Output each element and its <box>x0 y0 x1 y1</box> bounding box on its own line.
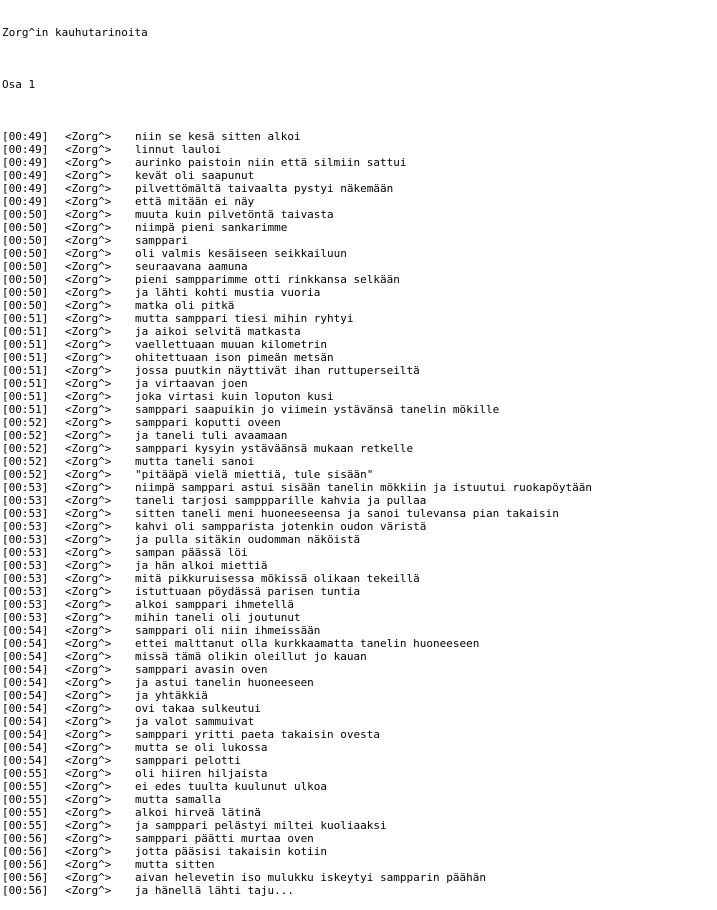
log-line <box>2 858 717 871</box>
log-timestamp: [00:55] <box>2 767 49 780</box>
log-timestamp: [00:54] <box>2 702 49 715</box>
log-line <box>2 273 717 286</box>
log-message: sampan päässä löi <box>135 546 248 559</box>
log-line <box>2 533 717 546</box>
log-nick: <Zorg^> <box>65 364 112 377</box>
log-nick: <Zorg^> <box>65 234 112 247</box>
log-timestamp: [00:49] <box>2 143 49 156</box>
log-nick: <Zorg^> <box>65 858 112 871</box>
log-message: niin se kesä sitten alkoi <box>135 130 301 143</box>
log-line <box>2 507 717 520</box>
log-line <box>2 338 717 351</box>
log-nick: <Zorg^> <box>65 741 112 754</box>
log-nick: <Zorg^> <box>65 598 112 611</box>
log-timestamp: [00:54] <box>2 624 49 637</box>
log-timestamp: [00:52] <box>2 429 49 442</box>
log-nick: <Zorg^> <box>65 351 112 364</box>
log-message: missä tämä olikin oleillut jo kauan <box>135 650 367 663</box>
log-line <box>2 585 717 598</box>
log-timestamp: [00:54] <box>2 728 49 741</box>
log-timestamp: [00:53] <box>2 611 49 624</box>
log-nick: <Zorg^> <box>65 871 112 884</box>
log-line <box>2 546 717 559</box>
log-line <box>2 598 717 611</box>
log-timestamp: [00:54] <box>2 754 49 767</box>
log-nick: <Zorg^> <box>65 546 112 559</box>
log-line <box>2 260 717 273</box>
log-line <box>2 455 717 468</box>
log-message: niimpä pieni sankarimme <box>135 221 288 234</box>
log-line <box>2 702 717 715</box>
log-line <box>2 325 717 338</box>
log-timestamp: [00:52] <box>2 416 49 429</box>
log-nick: <Zorg^> <box>65 182 112 195</box>
log-timestamp: [00:49] <box>2 169 49 182</box>
log-message: ja pulla sitäkin oudomman näköistä <box>135 533 361 546</box>
log-timestamp: [00:50] <box>2 299 49 312</box>
log-line <box>2 650 717 663</box>
log-timestamp: [00:54] <box>2 689 49 702</box>
log-timestamp: [00:53] <box>2 559 49 572</box>
log-nick: <Zorg^> <box>65 416 112 429</box>
log-message: mutta se oli lukossa <box>135 741 268 754</box>
log-timestamp: [00:53] <box>2 520 49 533</box>
log-line <box>2 247 717 260</box>
log-message: mutta samalla <box>135 793 222 806</box>
log-line <box>2 403 717 416</box>
log-line <box>2 845 717 858</box>
log-timestamp: [00:51] <box>2 338 49 351</box>
log-line <box>2 299 717 312</box>
log-nick: <Zorg^> <box>65 533 112 546</box>
log-nick: <Zorg^> <box>65 247 112 260</box>
log-nick: <Zorg^> <box>65 663 112 676</box>
log-message: mihin taneli oli joutunut <box>135 611 301 624</box>
log-message: seuraavana aamuna <box>135 260 248 273</box>
log-timestamp: [00:53] <box>2 572 49 585</box>
log-timestamp: [00:51] <box>2 364 49 377</box>
log-timestamp: [00:54] <box>2 676 49 689</box>
log-nick: <Zorg^> <box>65 559 112 572</box>
log-line <box>2 143 717 156</box>
log-line <box>2 559 717 572</box>
log-timestamp: [00:54] <box>2 663 49 676</box>
log-nick: <Zorg^> <box>65 780 112 793</box>
log-message: mitä pikkuruisessa mökissä olikaan tekeillä <box>135 572 420 585</box>
log-line <box>2 572 717 585</box>
log-message: samppari saapuikin jo viimein ystävänsä tanelin mökille <box>135 403 500 416</box>
log-nick: <Zorg^> <box>65 312 112 325</box>
log-line <box>2 520 717 533</box>
log-message: muuta kuin pilvetöntä taivasta <box>135 208 334 221</box>
log-line <box>2 832 717 845</box>
log-message: ohitettuaan ison pimeän metsän <box>135 351 334 364</box>
log-nick: <Zorg^> <box>65 494 112 507</box>
log-line <box>2 429 717 442</box>
log-nick: <Zorg^> <box>65 377 112 390</box>
log-nick: <Zorg^> <box>65 637 112 650</box>
log-line <box>2 715 717 728</box>
log-timestamp: [00:50] <box>2 234 49 247</box>
log-message: alkoi samppari ihmetellä <box>135 598 294 611</box>
log-timestamp: [00:56] <box>2 871 49 884</box>
log-nick: <Zorg^> <box>65 702 112 715</box>
log-nick: <Zorg^> <box>65 845 112 858</box>
log-nick: <Zorg^> <box>65 806 112 819</box>
log-timestamp: [00:56] <box>2 832 49 845</box>
log-line <box>2 156 717 169</box>
log-nick: <Zorg^> <box>65 429 112 442</box>
log-nick: <Zorg^> <box>65 650 112 663</box>
log-nick: <Zorg^> <box>65 832 112 845</box>
log-timestamp: [00:51] <box>2 312 49 325</box>
log-timestamp: [00:53] <box>2 546 49 559</box>
log-message: ja aikoi selvitä matkasta <box>135 325 301 338</box>
log-message: linnut lauloi <box>135 143 222 156</box>
log-message: ja virtaavan joen <box>135 377 248 390</box>
log-message: ja hänellä lähti taju... <box>135 884 294 897</box>
log-timestamp: [00:53] <box>2 598 49 611</box>
log-line <box>2 182 717 195</box>
log-timestamp: [00:51] <box>2 325 49 338</box>
log-line <box>2 611 717 624</box>
log-nick: <Zorg^> <box>65 689 112 702</box>
log-nick: <Zorg^> <box>65 390 112 403</box>
log-message: kahvi oli sampparista jotenkin oudon väristä <box>135 520 427 533</box>
log-timestamp: [00:56] <box>2 845 49 858</box>
log-timestamp: [00:55] <box>2 780 49 793</box>
log-message: "pitääpä vielä miettiä, tule sisään" <box>135 468 374 481</box>
log-timestamp: [00:50] <box>2 208 49 221</box>
log-message: ja astui tanelin huoneeseen <box>135 676 314 689</box>
log-nick: <Zorg^> <box>65 715 112 728</box>
log-nick: <Zorg^> <box>65 572 112 585</box>
log-line <box>2 676 717 689</box>
log-message: ettei malttanut olla kurkkaamatta tanelin huoneeseen <box>135 637 480 650</box>
log-line <box>2 767 717 780</box>
log-message: ja samppari pelästyi miltei kuoliaaksi <box>135 819 387 832</box>
log-nick: <Zorg^> <box>65 676 112 689</box>
log-message: samppari koputti oveen <box>135 416 281 429</box>
log-line <box>2 234 717 247</box>
log-message: istuttuaan pöydässä parisen tuntia <box>135 585 361 598</box>
log-timestamp: [00:49] <box>2 195 49 208</box>
log-timestamp: [00:56] <box>2 858 49 871</box>
log-line <box>2 819 717 832</box>
log-nick: <Zorg^> <box>65 624 112 637</box>
log-nick: <Zorg^> <box>65 195 112 208</box>
log-message: samppari yritti paeta takaisin ovesta <box>135 728 381 741</box>
log-timestamp: [00:52] <box>2 442 49 455</box>
log-nick: <Zorg^> <box>65 403 112 416</box>
log-message: mutta samppari tiesi mihin ryhtyi <box>135 312 354 325</box>
log-nick: <Zorg^> <box>65 286 112 299</box>
log-line <box>2 494 717 507</box>
log-message: ja hän alkoi miettiä <box>135 559 268 572</box>
log-nick: <Zorg^> <box>65 520 112 533</box>
log-message: ei edes tuulta kuulunut ulkoa <box>135 780 328 793</box>
log-line <box>2 793 717 806</box>
log-timestamp: [00:53] <box>2 481 49 494</box>
log-timestamp: [00:52] <box>2 455 49 468</box>
log-nick: <Zorg^> <box>65 442 112 455</box>
log-nick: <Zorg^> <box>65 728 112 741</box>
log-message: niimpä samppari astui sisään tanelin mökkiin ja istuutui ruokapöytään <box>135 481 592 494</box>
log-message: samppari avasin oven <box>135 663 268 676</box>
log-timestamp: [00:53] <box>2 507 49 520</box>
log-message: kevät oli saapunut <box>135 169 255 182</box>
log-line <box>2 312 717 325</box>
log-message: oli valmis kesäiseen seikkailuun <box>135 247 347 260</box>
log-timestamp: [00:50] <box>2 286 49 299</box>
log-timestamp: [00:55] <box>2 819 49 832</box>
log-timestamp: [00:51] <box>2 403 49 416</box>
log-nick: <Zorg^> <box>65 481 112 494</box>
log-message: pilvettömältä taivaalta pystyi näkemään <box>135 182 394 195</box>
log-message: oli hiiren hiljaista <box>135 767 268 780</box>
log-message: matka oli pitkä <box>135 299 235 312</box>
log-line <box>2 195 717 208</box>
log-nick: <Zorg^> <box>65 208 112 221</box>
log-timestamp: [00:54] <box>2 650 49 663</box>
log-line <box>2 806 717 819</box>
log-line <box>2 481 717 494</box>
log-line <box>2 663 717 676</box>
log-nick: <Zorg^> <box>65 325 112 338</box>
log-nick: <Zorg^> <box>65 884 112 897</box>
log-message: samppari pelotti <box>135 754 241 767</box>
log-timestamp: [00:50] <box>2 247 49 260</box>
log-nick: <Zorg^> <box>65 260 112 273</box>
log-message: jossa puutkin näyttivät ihan ruttuperseiltä <box>135 364 420 377</box>
log-line <box>2 624 717 637</box>
log-line <box>2 130 717 143</box>
log-message: jotta pääsisi takaisin kotiin <box>135 845 328 858</box>
log-line <box>2 390 717 403</box>
log-line <box>2 286 717 299</box>
log-timestamp: [00:50] <box>2 260 49 273</box>
log-timestamp: [00:54] <box>2 741 49 754</box>
log-line <box>2 416 717 429</box>
log-line <box>2 741 717 754</box>
log-message: samppari kysyin ystäväänsä mukaan retkelle <box>135 442 414 455</box>
log-line <box>2 351 717 364</box>
log-line <box>2 442 717 455</box>
log-message: samppari päätti murtaa oven <box>135 832 314 845</box>
log-timestamp: [00:50] <box>2 221 49 234</box>
log-timestamp: [00:55] <box>2 793 49 806</box>
log-nick: <Zorg^> <box>65 130 112 143</box>
document-title: Zorg^in kauhutarinoita <box>2 26 148 39</box>
chat-log <box>2 130 717 897</box>
log-timestamp: [00:53] <box>2 494 49 507</box>
log-message: ja valot sammuivat <box>135 715 255 728</box>
log-line <box>2 221 717 234</box>
log-message: sitten taneli meni huoneeseensa ja sanoi tulevansa pian takaisin <box>135 507 559 520</box>
log-nick: <Zorg^> <box>65 221 112 234</box>
log-timestamp: [00:49] <box>2 182 49 195</box>
log-nick: <Zorg^> <box>65 819 112 832</box>
log-nick: <Zorg^> <box>65 611 112 624</box>
log-timestamp: [00:51] <box>2 390 49 403</box>
log-timestamp: [00:55] <box>2 806 49 819</box>
log-timestamp: [00:52] <box>2 468 49 481</box>
log-nick: <Zorg^> <box>65 143 112 156</box>
log-line <box>2 871 717 884</box>
log-message: samppari <box>135 234 188 247</box>
log-message: aurinko paistoin niin että silmiin sattui <box>135 156 407 169</box>
log-timestamp: [00:49] <box>2 156 49 169</box>
log-timestamp: [00:50] <box>2 273 49 286</box>
log-line <box>2 754 717 767</box>
log-timestamp: [00:53] <box>2 585 49 598</box>
log-message: mutta taneli sanoi <box>135 455 255 468</box>
log-timestamp: [00:51] <box>2 351 49 364</box>
log-timestamp: [00:51] <box>2 377 49 390</box>
log-message: ja yhtäkkiä <box>135 689 208 702</box>
log-nick: <Zorg^> <box>65 507 112 520</box>
log-nick: <Zorg^> <box>65 754 112 767</box>
log-timestamp: [00:56] <box>2 884 49 897</box>
log-line <box>2 377 717 390</box>
log-nick: <Zorg^> <box>65 455 112 468</box>
log-line <box>2 208 717 221</box>
log-line <box>2 364 717 377</box>
log-message: taneli tarjosi samppparille kahvia ja pullaa <box>135 494 427 507</box>
log-nick: <Zorg^> <box>65 767 112 780</box>
log-line <box>2 780 717 793</box>
log-nick: <Zorg^> <box>65 585 112 598</box>
log-line <box>2 468 717 481</box>
log-line <box>2 637 717 650</box>
log-line <box>2 884 717 897</box>
log-message: ja taneli tuli avaamaan <box>135 429 288 442</box>
log-message: ja lähti kohti mustia vuoria <box>135 286 321 299</box>
log-nick: <Zorg^> <box>65 156 112 169</box>
log-nick: <Zorg^> <box>65 468 112 481</box>
part-heading: Osa 1 <box>2 78 36 91</box>
log-nick: <Zorg^> <box>65 793 112 806</box>
log-message: joka virtasi kuin loputon kusi <box>135 390 334 403</box>
log-timestamp: [00:54] <box>2 715 49 728</box>
log-nick: <Zorg^> <box>65 299 112 312</box>
log-line <box>2 728 717 741</box>
log-message: pieni sampparimme otti rinkkansa selkään <box>135 273 400 286</box>
log-timestamp: [00:49] <box>2 130 49 143</box>
log-nick: <Zorg^> <box>65 169 112 182</box>
log-message: ovi takaa sulkeutui <box>135 702 261 715</box>
log-line <box>2 689 717 702</box>
log-message: että mitään ei näy <box>135 195 255 208</box>
log-message: samppari oli niin ihmeissään <box>135 624 321 637</box>
log-nick: <Zorg^> <box>65 338 112 351</box>
log-message: mutta sitten <box>135 858 215 871</box>
log-message: alkoi hirveä lätinä <box>135 806 261 819</box>
log-timestamp: [00:54] <box>2 637 49 650</box>
log-timestamp: [00:53] <box>2 533 49 546</box>
log-message: vaellettuaan muuan kilometrin <box>135 338 328 351</box>
log-nick: <Zorg^> <box>65 273 112 286</box>
log-line <box>2 169 717 182</box>
log-message: aivan helevetin iso mulukku iskeytyi sampparin päähän <box>135 871 486 884</box>
